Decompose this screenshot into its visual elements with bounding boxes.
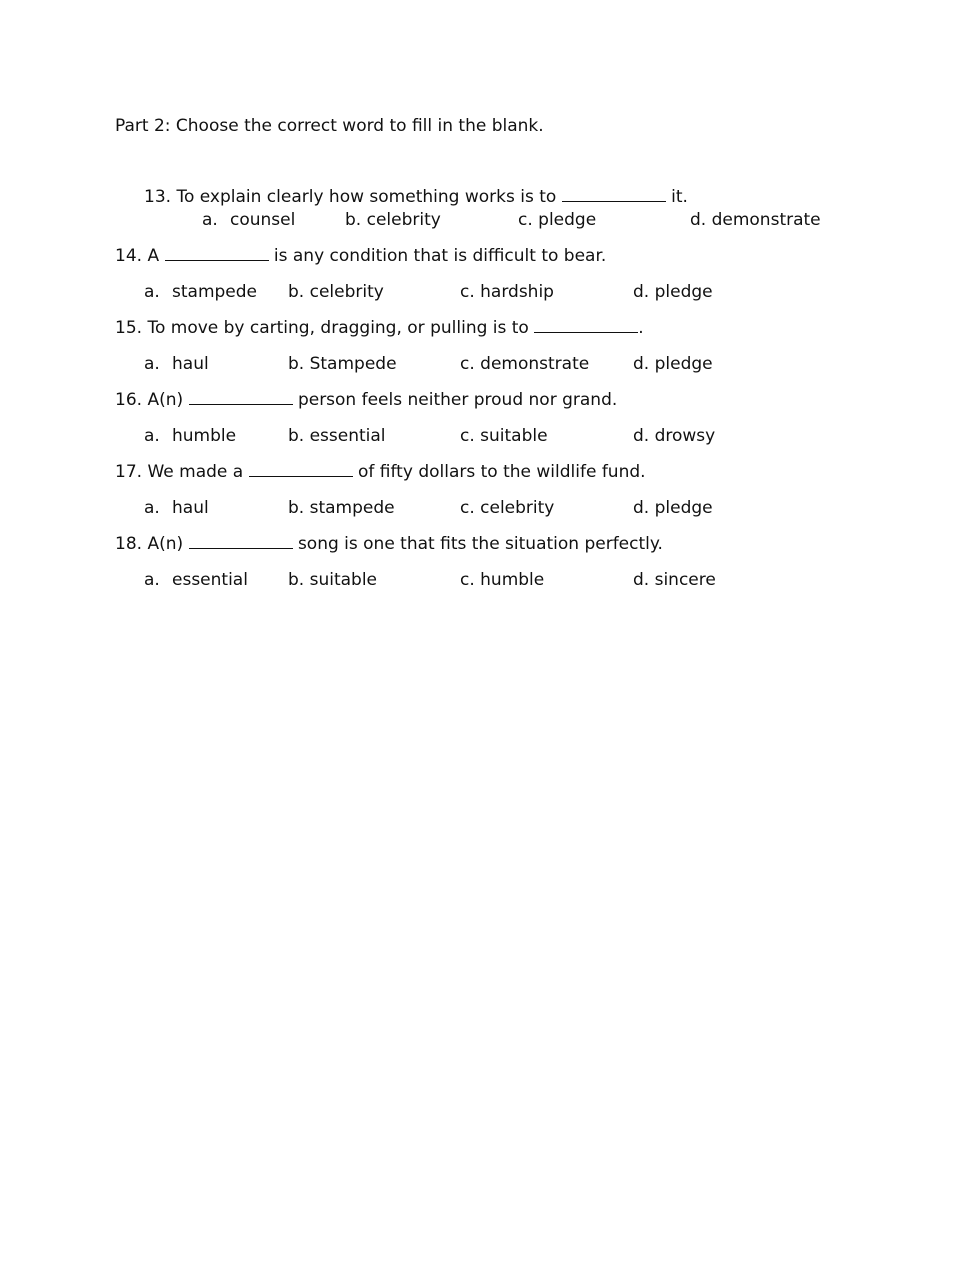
answer-blank[interactable] bbox=[562, 186, 666, 202]
option-a[interactable] bbox=[144, 497, 209, 519]
option-text: essential bbox=[172, 570, 248, 590]
question-16 bbox=[115, 389, 617, 411]
answer-blank[interactable] bbox=[165, 245, 269, 261]
option-d[interactable]: d. demonstrate bbox=[690, 210, 821, 230]
question-text-before: To explain clearly how something works is to bbox=[176, 187, 557, 207]
question-text-before: To move by carting, dragging, or pulling is to bbox=[147, 318, 529, 338]
option-a[interactable] bbox=[144, 425, 236, 447]
option-letter: a. bbox=[202, 210, 218, 230]
option-c[interactable]: c. suitable bbox=[460, 426, 548, 446]
question-text-before: A(n) bbox=[147, 534, 184, 554]
question-number: 18. bbox=[115, 534, 143, 554]
option-a[interactable] bbox=[144, 353, 209, 375]
option-a[interactable] bbox=[144, 569, 248, 591]
option-c[interactable]: c. humble bbox=[460, 570, 545, 590]
option-b[interactable]: b. celebrity bbox=[345, 210, 441, 230]
option-text: counsel bbox=[230, 210, 296, 230]
option-letter: a. bbox=[144, 570, 160, 590]
question-number: 15. bbox=[115, 318, 143, 338]
option-b[interactable]: b. suitable bbox=[288, 570, 378, 590]
option-c[interactable]: c. celebrity bbox=[460, 498, 555, 518]
option-b[interactable]: b. Stampede bbox=[288, 354, 397, 374]
question-text-after: song is one that fits the situation perfectly. bbox=[297, 534, 663, 554]
section-heading: Part 2: Choose the correct word to fill in the blank. bbox=[115, 116, 544, 136]
question-text-after: of fifty dollars to the wildlife fund. bbox=[358, 462, 646, 482]
answer-blank[interactable] bbox=[249, 461, 353, 477]
question-17 bbox=[115, 461, 646, 483]
option-d[interactable]: d. sincere bbox=[633, 570, 716, 590]
option-text: haul bbox=[172, 498, 209, 518]
question-14 bbox=[115, 245, 606, 267]
question-number: 13. bbox=[144, 187, 172, 207]
question-text-after: it. bbox=[671, 187, 688, 207]
option-letter: a. bbox=[144, 282, 160, 302]
answer-blank[interactable] bbox=[534, 317, 638, 333]
question-number: 17. bbox=[115, 462, 143, 482]
question-text-before: A bbox=[147, 246, 160, 266]
option-c[interactable]: c. pledge bbox=[518, 210, 597, 230]
option-d[interactable]: d. pledge bbox=[633, 282, 713, 302]
question-text-after: is any condition that is difficult to bear. bbox=[273, 246, 607, 266]
question-text-before: We made a bbox=[147, 462, 244, 482]
question-number: 16. bbox=[115, 390, 143, 410]
option-d[interactable]: d. pledge bbox=[633, 498, 713, 518]
option-letter: a. bbox=[144, 426, 160, 446]
option-d[interactable]: d. pledge bbox=[633, 354, 713, 374]
option-letter: a. bbox=[144, 354, 160, 374]
option-text: haul bbox=[172, 354, 209, 374]
question-18 bbox=[115, 533, 663, 555]
option-letter: a. bbox=[144, 498, 160, 518]
answer-blank[interactable] bbox=[189, 389, 293, 405]
option-d[interactable]: d. drowsy bbox=[633, 426, 716, 446]
question-15 bbox=[115, 317, 644, 339]
question-text-before: A(n) bbox=[147, 390, 184, 410]
answer-blank[interactable] bbox=[189, 533, 293, 549]
option-c[interactable]: c. demonstrate bbox=[460, 354, 590, 374]
question-text-after: person feels neither proud nor grand. bbox=[297, 390, 618, 410]
option-b[interactable]: b. essential bbox=[288, 426, 386, 446]
option-b[interactable]: b. celebrity bbox=[288, 282, 384, 302]
question-text-after: . bbox=[638, 318, 644, 338]
question-number: 14. bbox=[115, 246, 143, 266]
option-a[interactable] bbox=[202, 209, 295, 231]
option-c[interactable]: c. hardship bbox=[460, 282, 554, 302]
option-text: stampede bbox=[172, 282, 257, 302]
option-text: humble bbox=[172, 426, 237, 446]
option-a[interactable] bbox=[144, 281, 257, 303]
question-13 bbox=[144, 186, 688, 208]
option-b[interactable]: b. stampede bbox=[288, 498, 395, 518]
